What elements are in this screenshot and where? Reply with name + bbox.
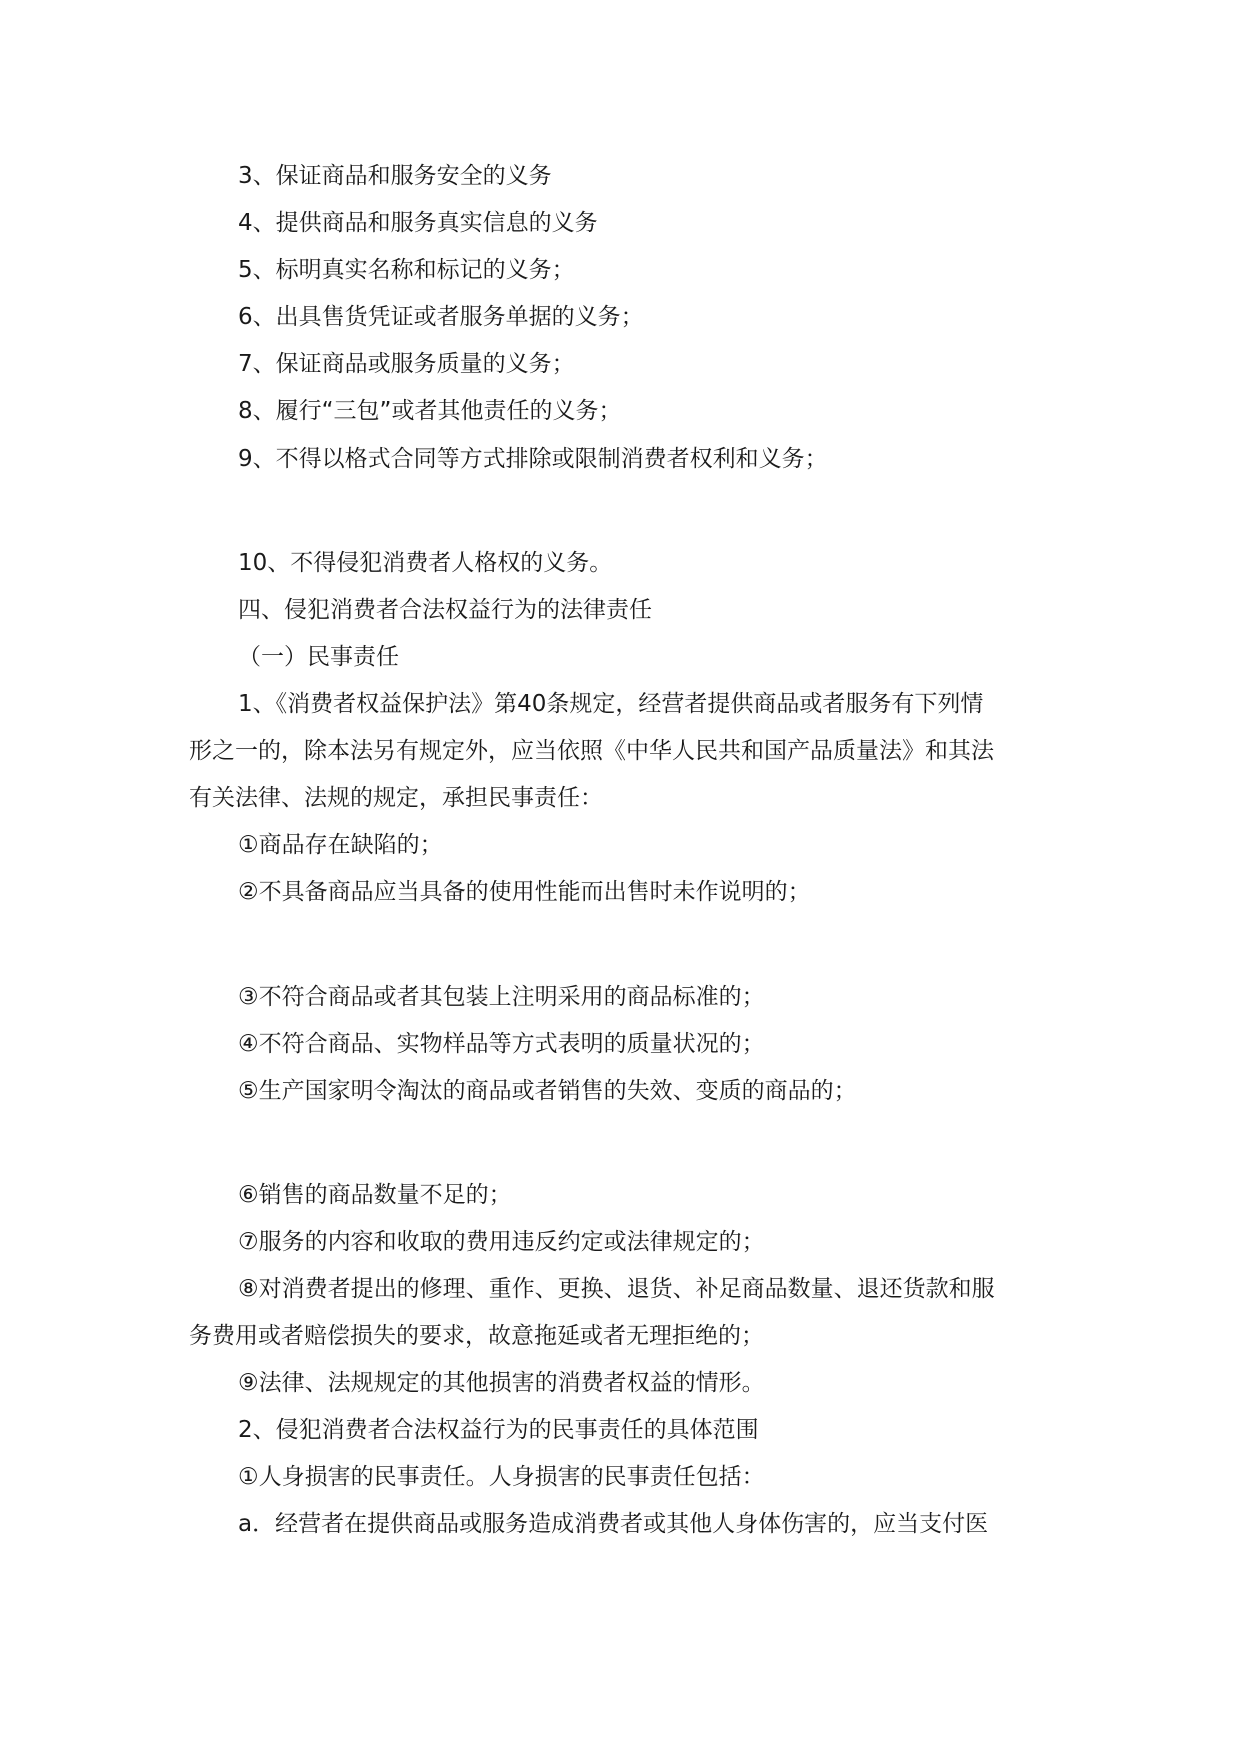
paragraph-line: 有关法律、法规的规定，承担民事责任：	[189, 785, 603, 811]
list-item-circled-7: ⑦服务的内容和收取的费用违反约定或法律规定的；	[238, 1229, 765, 1255]
section-heading: 四、侵犯消费者合法权益行为的法律责任	[238, 597, 652, 623]
list-item-3: 3、保证商品和服务安全的义务	[238, 163, 552, 189]
paragraph-line: 务费用或者赔偿损失的要求，故意拖延或者无理拒绝的；	[189, 1323, 764, 1349]
list-item-circled-3: ③不符合商品或者其包装上注明采用的商品标准的；	[238, 984, 765, 1010]
list-item-7: 7、保证商品或服务质量的义务；	[238, 351, 575, 377]
list-item-6: 6、出具售货凭证或者服务单据的义务；	[238, 304, 644, 330]
subsection-heading: （一）民事责任	[238, 644, 399, 670]
list-item-5: 5、标明真实名称和标记的义务；	[238, 257, 575, 283]
list-item-circled-2: ②不具备商品应当具备的使用性能而出售时未作说明的；	[238, 879, 811, 905]
paragraph-line: 1、《消费者权益保护法》第40条规定，经营者提供商品或者服务有下列情	[238, 691, 984, 717]
paragraph-line: 形之一的，除本法另有规定外，应当依照《中华人民共和国产品质量法》和其法	[189, 738, 994, 764]
list-item-9: 9、不得以格式合同等方式排除或限制消费者权利和义务；	[238, 446, 828, 472]
list-item-8: 8、履行“三包”或者其他责任的义务；	[238, 398, 622, 424]
list-item-10: 10、不得侵犯消费者人格权的义务。	[238, 550, 613, 576]
list-item-circled-5: ⑤生产国家明令淘汰的商品或者销售的失效、变质的商品的；	[238, 1078, 857, 1104]
list-item-circled-1b: ①人身损害的民事责任。人身损害的民事责任包括：	[238, 1464, 765, 1490]
list-item-circled-9: ⑨法律、法规规定的其他损害的消费者权益的情形。	[238, 1370, 765, 1396]
numbered-heading-2: 2、侵犯消费者合法权益行为的民事责任的具体范围	[238, 1417, 759, 1443]
list-item-circled-4: ④不符合商品、实物样品等方式表明的质量状况的；	[238, 1031, 765, 1057]
list-item-circled-8: ⑧对消费者提出的修理、重作、更换、退货、补足商品数量、退还货款和服	[238, 1276, 995, 1302]
list-item-4: 4、提供商品和服务真实信息的义务	[238, 210, 598, 236]
list-item-circled-6: ⑥销售的商品数量不足的；	[238, 1182, 512, 1208]
list-item-circled-1: ①商品存在缺陷的；	[238, 832, 443, 858]
list-item-a: a．经营者在提供商品或服务造成消费者或其他人身体伤害的，应当支付医	[238, 1511, 989, 1537]
